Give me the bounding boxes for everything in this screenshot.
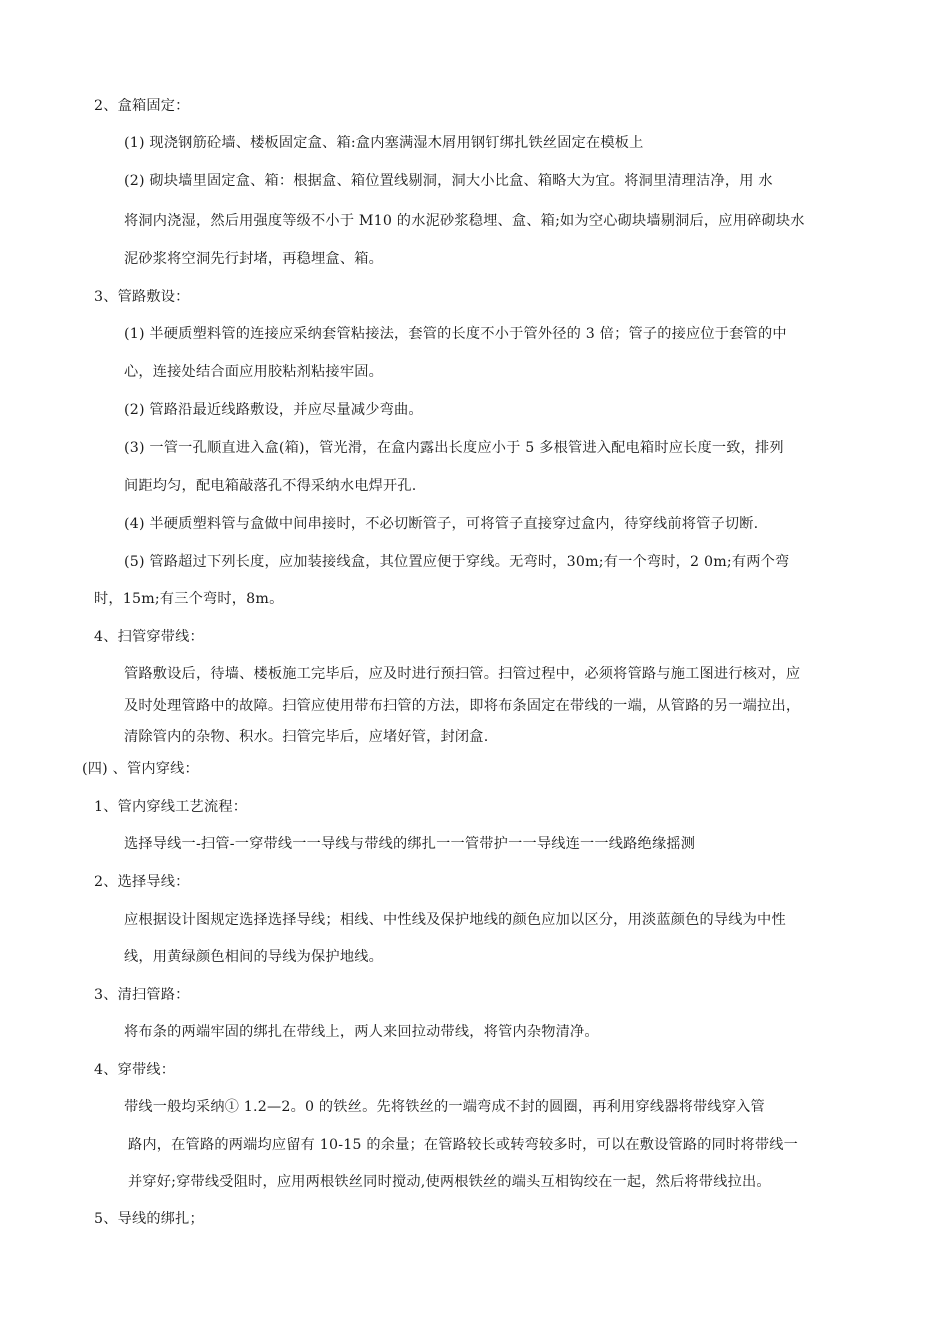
section-heading-threading: (四) 、管内穿线： xyxy=(82,761,199,777)
paragraph-line: 带线一般均采纳① 1.2—2。0 的铁丝。先将铁丝的一端弯成不封的圆圈，再利用穿线器将带线穿入管 xyxy=(124,1099,765,1115)
paragraph-line: 间距均匀，配电箱敲落孔不得采纳水电焊开孔. xyxy=(124,478,417,494)
paragraph-line: (5) 管路超过下列长度，应加装接线盒，其位置应便于穿线。无弯时，30m;有一个弯时，2 0m;有两个弯 xyxy=(124,554,790,570)
paragraph-line: 心，连接处结合面应用胶粘剂粘接牢固。 xyxy=(124,364,383,380)
paragraph-line: (2) 砌块墙里固定盒、箱：根据盒、箱位置线剔洞，洞大小比盒、箱略大为宜。将洞里清理洁净，用 水 xyxy=(124,173,773,189)
heading-box-fixing: 2、盒箱固定： xyxy=(94,98,190,114)
paragraph-line: 选择导线一-扫管-一穿带线一一导线与带线的绑扎一一管带护一一导线连一一线路绝缘摇测 xyxy=(124,836,696,852)
paragraph-line: (1) 半硬质塑料管的连接应采纳套管粘接法，套管的长度不小于管外径的 3 倍；管子的接应位于套管的中 xyxy=(124,326,787,342)
paragraph-line: (3) 一管一孔顺直进入盒(箱)，管光滑，在盒内露出长度应小于 5 多根管进入配电箱时应长度一致，排列 xyxy=(124,440,784,456)
paragraph-line: (1) 现浇钢筋砼墙、楼板固定盒、箱:盒内塞满湿木屑用钢钉绑扎铁丝固定在模板上 xyxy=(124,135,644,151)
heading-pipe-laying: 3、管路敷设： xyxy=(94,289,190,305)
heading-wire-binding: 5、导线的绑扎； xyxy=(94,1211,204,1227)
paragraph-line: 应根据设计图规定选择选择导线；相线、中性线及保护地线的颜色应加以区分，用淡蓝颜色的导线为中性 xyxy=(124,912,786,928)
paragraph-line: 及时处理管路中的故障。扫管应使用带布扫管的方法，即将布条固定在带线的一端，从管路的另一端拉出， xyxy=(124,698,801,714)
paragraph-line: 泥砂浆将空洞先行封堵，再稳埋盒、箱。 xyxy=(124,251,383,267)
paragraph-line: (2) 管路沿最近线路敷设，并应尽量减少弯曲。 xyxy=(124,402,423,418)
paragraph-line: (4) 半硬质塑料管与盒做中间串接时，不必切断管子，可将管子直接穿过盒内，待穿线前将管子切断. xyxy=(124,516,759,532)
heading-process-flow: 1、管内穿线工艺流程： xyxy=(94,799,248,815)
heading-pull-wire: 4、穿带线： xyxy=(94,1062,176,1078)
heading-select-wire: 2、选择导线： xyxy=(94,874,190,890)
paragraph-line: 管路敷设后，待墙、楼板施工完毕后，应及时进行预扫管。扫管过程中，必须将管路与施工图进行核对，应 xyxy=(124,666,801,682)
heading-clean-pipe: 3、清扫管路： xyxy=(94,987,190,1003)
paragraph-line: 清除管内的杂物、积水。扫管完毕后，应堵好管，封闭盒. xyxy=(124,729,489,745)
heading-sweep-pipe: 4、扫管穿带线： xyxy=(94,629,204,645)
paragraph-line: 路内，在管路的两端均应留有 10-15 的余量；在管路较长或转弯较多时，可以在敷设管路的同时将带线一 xyxy=(128,1137,798,1153)
paragraph-line: 线，用黄绿颜色相间的导线为保护地线。 xyxy=(124,949,383,965)
paragraph-line: 时，15m;有三个弯时，8m。 xyxy=(94,591,284,607)
paragraph-line: 并穿好;穿带线受阻时，应用两根铁丝同时搅动,使两根铁丝的端头互相钩绞在一起，然后将带线拉出。 xyxy=(128,1174,771,1190)
paragraph-line: 将洞内浇湿，然后用强度等级不小于 M10 的水泥砂浆稳埋、盒、箱;如为空心砌块墙剔洞后，应用碎砌块水 xyxy=(124,213,805,229)
paragraph-line: 将布条的两端牢固的绑扎在带线上，两人来回拉动带线，将管内杂物清净。 xyxy=(124,1024,599,1040)
